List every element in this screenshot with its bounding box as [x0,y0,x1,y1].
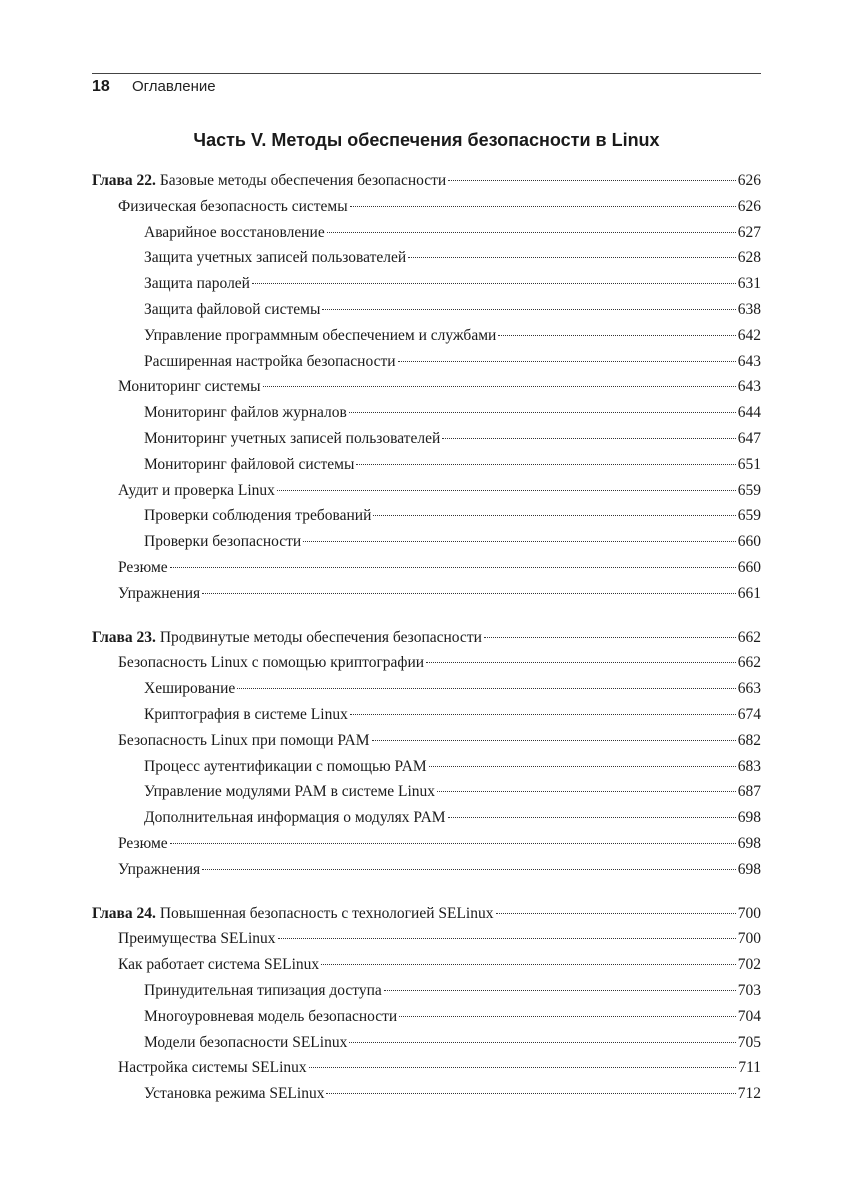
toc-entry-title: Принудительная типизация доступа [144,981,382,999]
toc-entry-label [118,831,168,857]
header-rule [92,73,761,74]
toc-page-number: 702 [737,956,761,974]
toc-page-number: 703 [737,981,761,999]
toc-page-number: 683 [737,757,761,775]
page-number: 18 [92,78,110,95]
toc-entry-title: Упражнения [118,860,201,878]
dot-leader [170,827,736,844]
toc-entry-title: Безопасность Linux с помощью криптографии [118,654,425,672]
toc-entry-title: Безопасность Linux при помощи PAM [118,731,370,749]
toc-page-number: 698 [737,809,761,827]
toc-entry-title: Управление модулями PAM в системе Linux [144,783,436,801]
toc-entry-label [118,581,200,607]
dot-leader [356,448,735,465]
dot-leader [321,949,736,966]
toc-entry-label [144,702,348,728]
toc-entry-title: Защита учетных записей пользователей [144,249,407,267]
toc-page-number: 700 [737,930,761,948]
running-header [92,78,216,96]
toc-entry-label [118,374,261,400]
toc-page-number: 661 [737,584,761,602]
toc-entry-label [118,952,319,978]
toc-page-number: 627 [737,223,761,241]
toc-entry-title: Мониторинг системы [118,378,261,396]
dot-leader [237,673,735,690]
toc-page-number: 659 [737,507,761,525]
dot-leader [398,345,736,362]
toc-page-number: 643 [737,378,761,396]
toc-entry-title: Резюме [118,558,168,576]
toc-entry-title: Защита файловой системы [144,300,321,318]
toc-page-number: 682 [737,731,761,749]
dot-leader [448,165,736,182]
chapter-block [92,901,761,1107]
dot-leader [498,319,735,336]
running-header-title: Оглавление [131,78,216,95]
toc-page-number: 705 [737,1033,761,1051]
toc-entry-title: Преимущества SELinux [118,930,276,948]
table-of-contents [92,168,761,1125]
section-entry [92,857,761,883]
dot-leader [350,190,736,207]
toc-entry-title: Повышенная безопасность с технологией SELinux [159,904,494,922]
toc-page-number: 662 [737,654,761,672]
chapter-block [92,168,761,607]
part-title: Часть V. Методы обеспечения безопасности в Linux [193,130,660,150]
toc-page-number: 626 [737,172,761,189]
toc-entry-title: Расширенная настройка безопасности [144,352,396,370]
toc-entry-title: Как работает система SELinux [118,956,320,974]
toc-entry-label [144,978,382,1004]
chapter-number: Глава 22. [92,172,156,189]
toc-entry-label [144,779,435,805]
dot-leader [442,422,736,439]
toc-entry-label [118,194,348,220]
chapter-number: Глава 23. [92,628,156,646]
toc-page-number: 712 [737,1085,761,1103]
toc-entry-title: Физическая безопасность системы [118,197,348,215]
toc-entry-title: Мониторинг учетных записей пользователей [144,429,441,447]
dot-leader [349,397,736,414]
toc-page-number: 698 [737,834,761,852]
toc-page-number: 647 [737,429,761,447]
toc-page-number: 626 [737,197,761,215]
chapter-number: Глава 24. [92,904,156,922]
dot-leader [349,1026,735,1043]
toc-entry-title: Защита паролей [144,275,250,293]
dot-leader [202,577,736,594]
dot-leader [484,621,736,638]
toc-entry-label [144,754,427,780]
toc-page-number: 643 [737,352,761,370]
toc-entry-label [118,1055,307,1081]
toc-entry-title: Управление программным обеспечением и службами [144,326,497,344]
toc-entry-title: Мониторинг файлов журналов [144,404,347,422]
toc-entry-label [118,857,200,883]
dot-leader [322,293,735,310]
dot-leader [327,216,736,233]
dot-leader [278,923,736,940]
toc-page-number: 660 [737,533,761,551]
toc-page-number: 663 [737,680,761,698]
dot-leader [326,1078,735,1095]
toc-entry-title: Аварийное восстановление [144,223,325,241]
dot-leader [350,698,736,715]
toc-page-number: 631 [737,275,761,293]
toc-entry-label [144,297,320,323]
toc-entry-label [118,555,168,581]
dot-leader [426,647,736,664]
dot-leader [384,974,736,991]
toc-page-number: 711 [738,1059,761,1077]
dot-leader [309,1052,737,1069]
toc-entry-title: Дополнительная информация о модулях PAM [144,809,446,827]
toc-entry-title: Мониторинг файловой системы [144,455,355,473]
toc-entry-title: Криптография в системе Linux [144,705,348,723]
subsection-entry [92,1081,761,1107]
dot-leader [448,802,736,819]
toc-entry-label [144,220,325,246]
dot-leader [252,268,736,285]
toc-entry-title: Базовые методы обеспечения безопасности [159,172,447,189]
toc-entry-title: Продвинутые методы обеспечения безопасности [159,628,482,646]
toc-page-number: 642 [737,326,761,344]
toc-page-number: 698 [737,860,761,878]
toc-page-number: 700 [737,904,761,922]
dot-leader [202,853,736,870]
toc-page-number: 660 [737,558,761,576]
chapter-block [92,625,761,883]
dot-leader [170,551,736,568]
toc-entry-label [144,271,250,297]
toc-entry-title: Резюме [118,834,168,852]
toc-entry-title: Модели безопасности SELinux [144,1033,348,1051]
dot-leader [277,474,736,491]
toc-entry-label [144,676,235,702]
toc-page-number: 651 [737,455,761,473]
toc-entry-label [118,728,370,754]
toc-page-number: 662 [737,628,761,646]
toc-entry-title: Многоуровневая модель безопасности [144,1007,398,1025]
toc-entry-title: Упражнения [118,584,201,602]
toc-entry-title: Настройка системы SELinux [118,1059,307,1077]
toc-entry-title: Проверки безопасности [144,533,302,551]
toc-page-number: 628 [737,249,761,267]
toc-page-number: 674 [737,705,761,723]
dot-leader [437,776,736,793]
toc-page-number: 704 [737,1007,761,1025]
toc-entry-label [118,478,275,504]
toc-page-number: 659 [737,481,761,499]
dot-leader [429,750,736,767]
toc-page-number: 687 [737,783,761,801]
dot-leader [373,500,735,517]
dot-leader [496,897,736,914]
toc-entry-title: Процесс аутентификации с помощью PAM [144,757,427,775]
toc-page-number: 638 [737,300,761,318]
section-entry [92,581,761,607]
toc-entry-label [92,625,482,651]
dot-leader [303,526,736,543]
toc-entry-title: Проверки соблюдения требований [144,507,372,525]
dot-leader [372,724,736,741]
dot-leader [408,242,736,259]
toc-entry-label [144,1081,324,1107]
dot-leader [399,1000,736,1017]
dot-leader [263,371,736,388]
toc-entry-title: Хеширование [144,680,236,698]
toc-page-number: 644 [737,404,761,422]
toc-entry-label [118,926,276,952]
toc-entry-title: Установка режима SELinux [144,1085,325,1103]
toc-entry-title: Аудит и проверка Linux [118,481,275,499]
toc-entry-label [144,400,347,426]
